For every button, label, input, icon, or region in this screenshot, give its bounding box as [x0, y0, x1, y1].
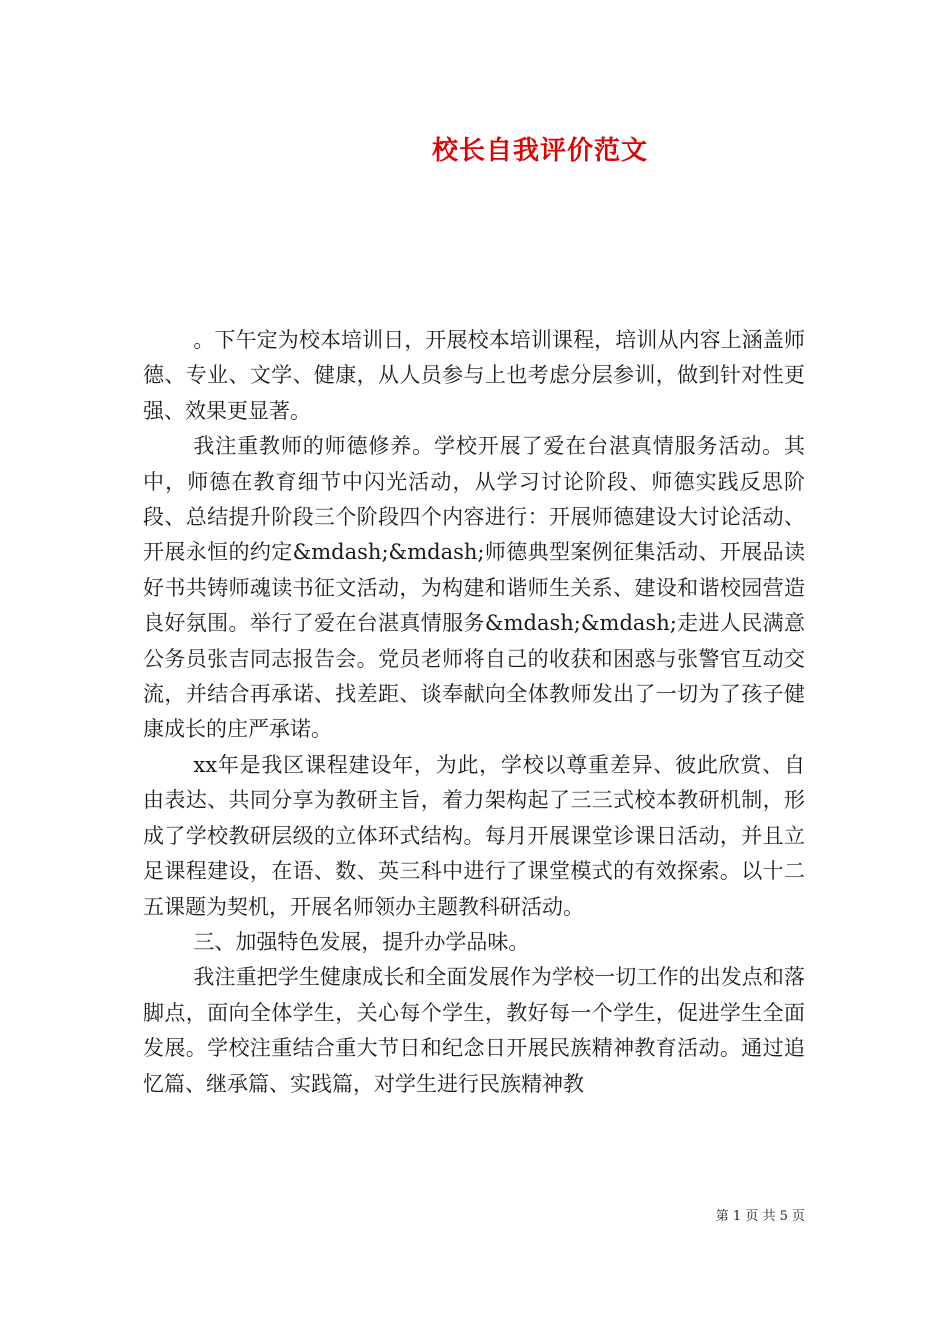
document-title: 校长自我评价范文	[431, 136, 648, 166]
paragraph-3: xx年是我区课程建设年，为此，学校以尊重差异、彼此欣赏、自由表达、共同分享为教研主旨，着力架构起了三三式校本教研机制，形成了学校教研层级的立体环式结构。每月开展课堂诊课日活动，并且立足课程建设，在语、数、英三科中进行了课堂模式的有效探索。以十二五课题为契机，开展名师领办主题教科研活动。	[143, 752, 805, 919]
paragraph-1: 。下午定为校本培训日，开展校本培训课程，培训从内容上涵盖师德、专业、文学、健康，从人员参与上也考虑分层参训，做到针对性更强、效果更显著。	[143, 328, 805, 423]
document-body	[143, 323, 805, 1102]
paragraph-4: 三、加强特色发展，提升办学品味。	[193, 929, 530, 954]
paragraph-2: 我注重教师的师德修养。学校开展了爱在台湛真情服务活动。其中，师德在教育细节中闪光活动，从学习讨论阶段、师德实践反思阶段、总结提升阶段三个阶段四个内容进行：开展师德建设大讨论活动、开展永恒的约定&mdash;&mdash;师德典型案例征集活动、开展品读好书共铸师魂读书征文活动，为构建和谐师生关系、建设和谐校园营造良好氛围。举行了爱在台湛真情服务&mdash;&mdash;走进人民满意公务员张吉同志报告会。党员老师将自己的收获和困惑与张警官互动交流，并结合再承诺、找差距、谈奉献向全体教师发出了一切为了孩子健康成长的庄严承诺。	[143, 434, 805, 742]
paragraph-5: 我注重把学生健康成长和全面发展作为学校一切工作的出发点和落脚点，面向全体学生，关心每个学生，教好每一个学生，促进学生全面发展。学校注重结合重大节日和纪念日开展民族精神教育活动。通过追忆篇、继承篇、实践篇，对学生进行民族精神教	[143, 965, 805, 1096]
page-footer: 第 1 页 共 5 页	[715, 1209, 805, 1224]
